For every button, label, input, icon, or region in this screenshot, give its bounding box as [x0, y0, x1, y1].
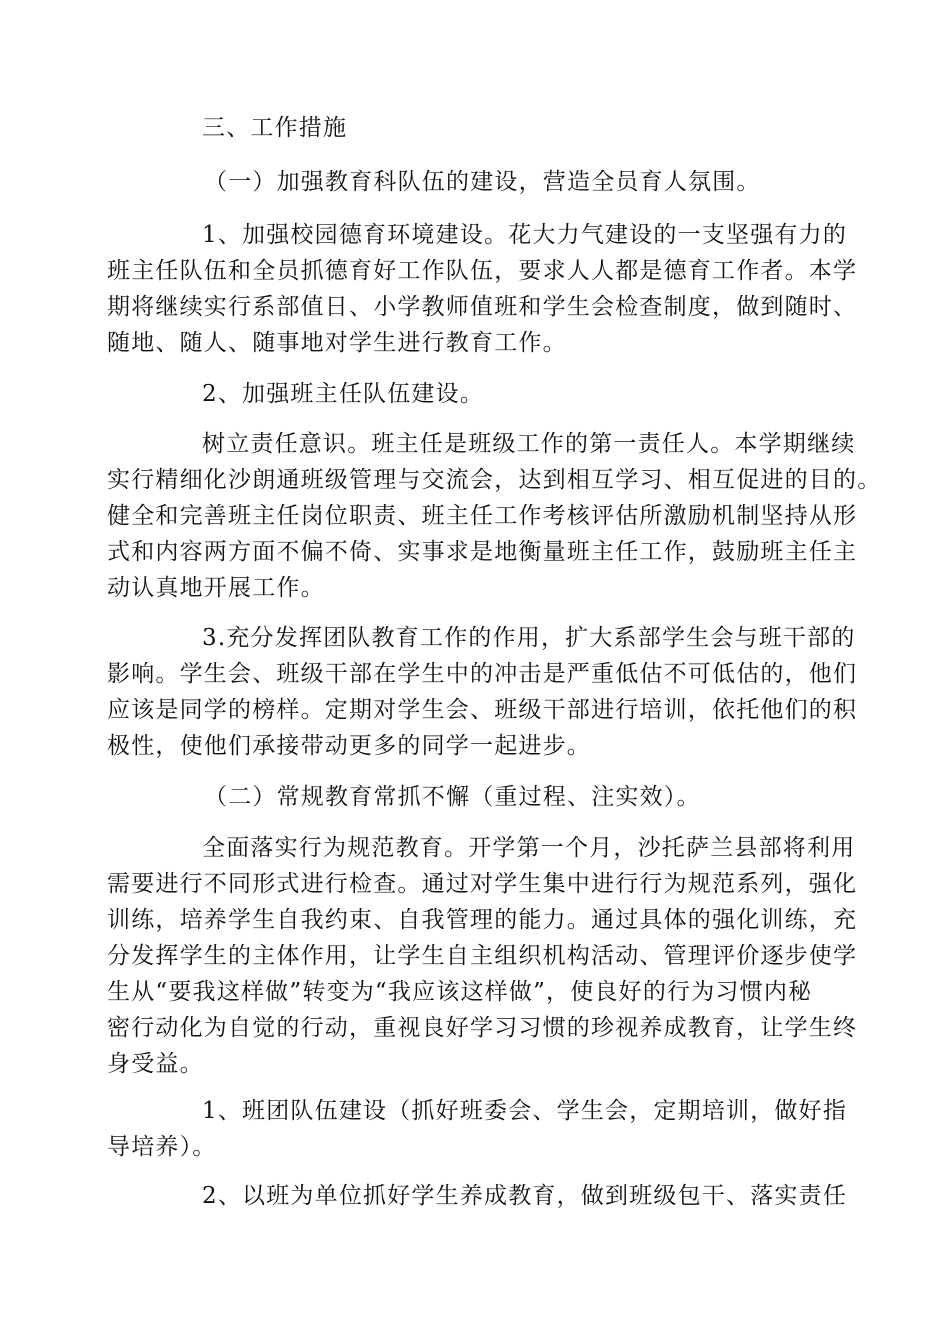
- text-line: 班主任队伍和全员抓德育好工作队伍，要求人人都是德育工作者。本学: [107, 258, 858, 284]
- text-line: 2、以班为单位抓好学生养成教育，做到班级包干、落实责任: [202, 1183, 848, 1209]
- text-line: 应该是同学的榜样。定期对学生会、班级干部进行培训，依托他们的积: [107, 697, 858, 723]
- text-line: 需要进行不同形式进行检查。通过对学生集中进行行为规范系列，强化: [107, 871, 858, 897]
- text-line: 健全和完善班主任岗位职责、班主任工作考核评估所激励机制坚持从形: [107, 503, 858, 529]
- text-line: 导培养）。: [107, 1134, 217, 1160]
- text-line: 式和内容两方面不偏不倚、实事求是地衡量班主任工作，鼓励班主任主: [107, 539, 858, 565]
- text-line: 随地、随人、随事地对学生进行教育工作。: [107, 330, 567, 356]
- text-line: 实行精细化沙朗通班级管理与交流会，达到相互学习、相互促进的目的。: [107, 467, 882, 493]
- text-line: 全面落实行为规范教育。开学第一个月，沙托萨兰县部将利用: [202, 835, 856, 861]
- text-line: 1、班团队伍建设（抓好班委会、学生会，定期培训，做好指: [202, 1098, 848, 1124]
- text-line: 密行动化为自觉的行动，重视良好学习习惯的珍视养成教育，让学生终: [107, 1015, 858, 1041]
- text-line: 训练，培养学生自我约束、自我管理的能力。通过具体的强化训练，充: [107, 907, 858, 933]
- text-line: 三、工作措施: [202, 115, 348, 141]
- text-line: 生从“要我这样做”转变为“我应该这样做”，使良好的行为习惯内秘: [107, 979, 813, 1005]
- text-line: 树立责任意识。班主任是班级工作的第一责任人。本学期继续: [202, 431, 856, 457]
- text-line: 动认真地开展工作。: [107, 575, 325, 601]
- text-line: 1、加强校园德育环境建设。花大力气建设的一支坚强有力的: [202, 222, 848, 248]
- text-line: 身受益。: [107, 1051, 204, 1077]
- text-line: （一）加强教育科队伍的建设，营造全员育人氛围。: [204, 169, 761, 195]
- text-line: 影响。学生会、班级干部在学生中的冲击是严重低估不可低估的，他们: [107, 661, 858, 687]
- text-line: 2、加强班主任队伍建设。: [202, 381, 485, 407]
- text-line: 期将继续实行系部值日、小学教师值班和学生会检查制度，做到随时、: [107, 294, 858, 320]
- text-line: 分发挥学生的主体作用，让学生自主组织机构活动、管理评价逐步使学: [107, 943, 858, 969]
- text-line: （二）常规教育常抓不懈（重过程、注实效）。: [204, 784, 701, 810]
- text-line: 极性，使他们承接带动更多的同学一起进步。: [107, 733, 591, 759]
- text-line: 3.充分发挥团队教育工作的作用，扩大系部学生会与班干部的: [202, 625, 856, 651]
